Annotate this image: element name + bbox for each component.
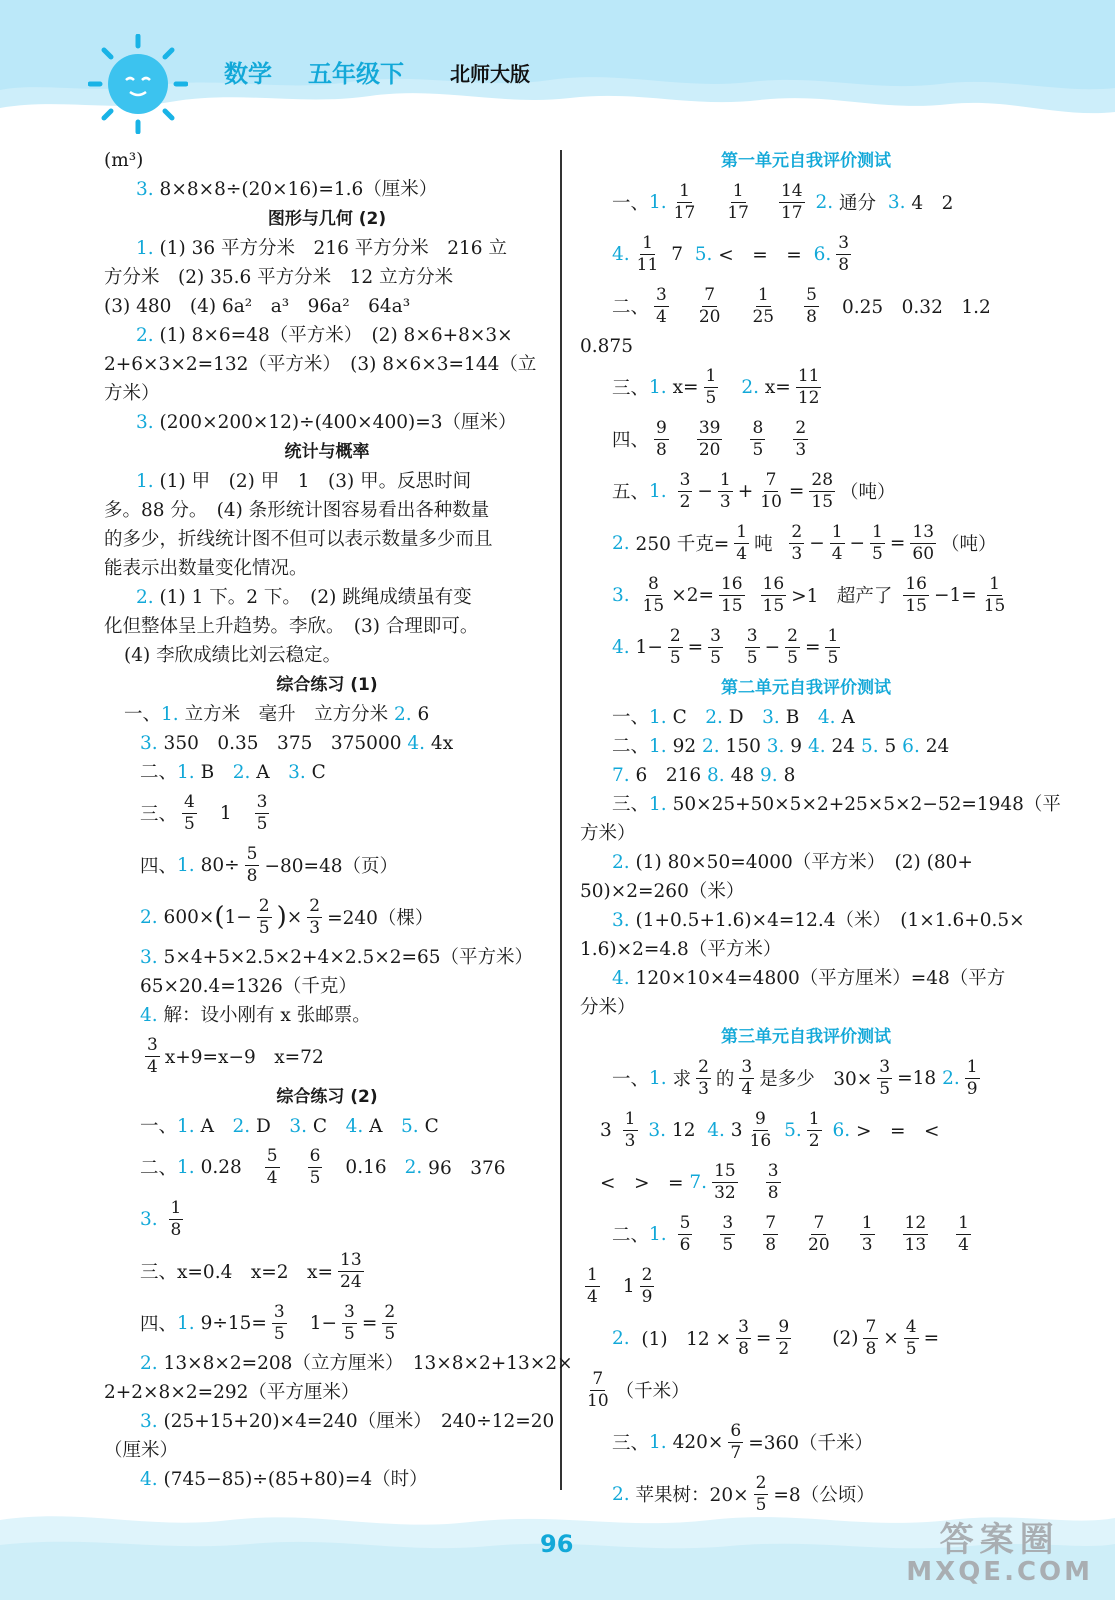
fraction: $\frac{11}{12}$ [797,365,820,408]
fraction: $\frac{1}{5}$ [827,625,839,668]
fraction: $\frac{7}{8}$ [865,1316,877,1359]
fraction: $\frac{1}{17}$ [673,180,696,223]
answer-line: 四、 1. 80÷ $\frac{5}{8}$ −80=48（页） [140,843,399,886]
answer-line: 化但整体呈上升趋势。李欣。 (3) 合理即可。 [104,616,479,637]
answer-line: 一、1. 立方米 毫升 立方分米 2. 6 [124,704,430,725]
answer-line: 1.6)×2=4.8（平方米） [580,939,782,960]
answer-line: 二、 $\frac{3}{4}$ $\frac{7}{20}$ $\frac{1}{25}$ $\frac{5}{8}$ 0.25 0.32 1.2 [612,284,991,327]
answer-line: 3 $\frac{1}{3}$ 3. 12 4. 3 $\frac{9}{16}$ 5. $\frac{1}{2}$ 6. > = < [600,1108,940,1151]
answer-line: 3. 350 0.35 375 375000 4. 4x [140,733,454,754]
fraction: $\frac{7}{10}$ [587,1368,609,1411]
fraction: $\frac{2}{3}$ [791,521,803,564]
answer-line: $\frac{1}{4}$ 1 $\frac{2}{9}$ [587,1264,653,1307]
left-column [104,146,573,1494]
section-title: 统计与概率 [284,442,370,462]
answer-line: 方米） [104,383,160,404]
watermark-bottom: MXQE.COM [906,1557,1093,1587]
fraction: $\frac{8}{5}$ [752,417,764,460]
fraction: $\frac{5}{8}$ [806,284,817,327]
answer-line: 3. $\frac{1}{8}$ [140,1197,182,1240]
answer-line: 多。88 分。 (4) 条形统计图容易看出各种数量 [104,500,490,521]
fraction: $\frac{3}{8}$ [838,232,850,275]
answer-line: 二、1. B 2. A 3. C [140,762,326,783]
fraction: $\frac{2}{3}$ [795,417,807,460]
answer-line: 4. 1− $\frac{2}{5}$ = $\frac{3}{5}$ $\frac{3}{5}$ − $\frac{2}{5}$ = $\frac{1}{5}$ [612,625,839,668]
answer-line: $\frac{7}{10}$ （千米） [587,1368,690,1411]
fraction: $\frac{3}{8}$ [738,1316,749,1359]
answer-line: 65×20.4=1326（千克） [140,976,357,997]
fraction: $\frac{1}{5}$ [872,521,883,564]
answer-line: 3. 8×8×8÷(20×16)=1.6（厘米） [136,179,438,200]
fraction: $\frac{7}{20}$ [808,1212,830,1255]
column-divider [560,150,562,1490]
fraction: $\frac{1}{4}$ [831,521,843,564]
header-subject: 数学 [224,60,272,88]
answer-line: 1. (1) 36 平方分米 216 平方分米 216 立 [136,238,507,259]
fraction: $\frac{2}{9}$ [641,1264,653,1307]
fraction: $\frac{5}{4}$ [266,1145,278,1188]
fraction: $\frac{2}{5}$ [755,1472,767,1515]
header-grade: 五年级下 [308,60,404,88]
fraction: $\frac{1}{3}$ [861,1212,873,1255]
fraction: $\frac{3}{5}$ [722,1212,734,1255]
fraction: $\frac{1}{15}$ [983,573,1006,616]
answer-line: 3. 5×4+5×2.5×2+4×2.5×2=65（平方米） [140,947,534,968]
answer-line: 二、1. 92 2. 150 3. 9 4. 24 5. 5 6. 24 [612,736,950,757]
answer-line: （厘米） [104,1440,179,1461]
answer-line: 2. (1) 1 下。2 下。 (2) 跳绳成绩虽有变 [136,587,472,608]
answer-line: 二、 1. 0.28 $\frac{5}{4}$ $\frac{6}{5}$ 0.16 2. 96 376 [140,1145,506,1188]
fraction: $\frac{1}{2}$ [808,1108,820,1151]
fraction: $\frac{3}{2}$ [679,469,691,512]
fraction: $\frac{7}{20}$ [698,284,721,327]
answer-line: 五、 1. $\frac{3}{2}$ − $\frac{1}{3}$ + $\frac{7}{10}$ = $\frac{28}{15}$ （吨） [612,469,896,512]
answer-line: 一、 1. $\frac{1}{17}$ $\frac{1}{17}$ $\frac{14}{17}$ 2. 通分 3. 4 2 [612,180,954,223]
answer-line: 2. (1) 12 × $\frac{3}{8}$ = $\frac{9}{2}$ (2) $\frac{7}{8}$ × $\frac{4}{5}$ = [612,1316,940,1359]
fraction: $\frac{1}{9}$ [966,1056,978,1099]
fraction: $\frac{14}{17}$ [780,180,803,223]
header-edition: 北师大版 [450,62,530,86]
fraction: $\frac{2}{5}$ [258,895,270,938]
fraction: $\frac{13}{24}$ [340,1249,362,1292]
answer-line: 能表示出数量变化情况。 [104,558,308,579]
fraction: $\frac{3}{4}$ [656,284,667,327]
answer-line: 三、x=0.4 x=2 x= $\frac{13}{24}$ [140,1249,362,1292]
answer-line: 50)×2=260（米） [580,881,745,902]
sun-icon [88,34,188,134]
answer-line: 2. (1) 8×6=48（平方米） (2) 8×6+8×3× [136,325,513,346]
fraction: $\frac{1}{11}$ [636,232,659,275]
answer-line: $\frac{3}{4}$ x+9=x−9 x=72 [147,1034,324,1077]
fraction: $\frac{1}{3}$ [719,469,731,512]
fraction: $\frac{1}{8}$ [170,1197,182,1240]
section-title: 第二单元自我评价测试 [721,678,891,698]
fraction: $\frac{4}{5}$ [905,1316,917,1359]
fraction: $\frac{5}{8}$ [246,843,258,886]
answer-line: 四、 1. 9÷15= $\frac{3}{5}$ 1− $\frac{3}{5}$ = $\frac{2}{5}$ [140,1301,396,1344]
answer-line: 二、 1. $\frac{5}{6}$ $\frac{3}{5}$ $\frac{7}{8}$ $\frac{7}{20}$ $\frac{1}{3}$ $\frac{12}{13}$ $\frac{1}{4}$ [612,1212,969,1255]
fraction: $\frac{13}{60}$ [912,521,935,564]
fraction: $\frac{3}{5}$ [879,1056,891,1099]
fraction: $\frac{1}{4}$ [736,521,748,564]
fraction: $\frac{9}{16}$ [749,1108,772,1151]
fraction: $\frac{9}{2}$ [778,1316,790,1359]
fraction: $\frac{2}{5}$ [384,1301,396,1344]
answer-line: 2+6×3×2=132（平方米） (3) 8×6×3=144（立 [104,354,537,375]
fraction: $\frac{3}{5}$ [273,1301,285,1344]
fraction: $\frac{7}{8}$ [765,1212,777,1255]
fraction: $\frac{6}{5}$ [309,1145,321,1188]
section-title: 第一单元自我评价测试 [721,151,891,171]
section-title: 图形与几何 (2) [267,209,387,229]
fraction: $\frac{1}{4}$ [958,1212,969,1255]
fraction: $\frac{16}{15}$ [905,573,927,616]
answer-line: 方分米 (2) 35.6 平方分米 12 立方分米 [104,267,454,288]
answer-line: (m³) [104,150,144,171]
fraction: $\frac{2}{3}$ [698,1056,709,1099]
answer-line: 3. $\frac{8}{15}$ ×2= $\frac{16}{15}$ $\frac{16}{15}$ >1 超产了 $\frac{16}{15}$ −1= $\frac{1}{15}$ [612,573,1006,616]
answer-line: 2. 250 千克= $\frac{1}{4}$ 吨 $\frac{2}{3}$ − $\frac{1}{4}$ − $\frac{1}{5}$ = $\frac{13}{60}$ （吨） [612,521,997,564]
fraction: $\frac{7}{10}$ [760,469,782,512]
answer-line: 的多少，折线统计图不但可以表示数量多少而且 [104,529,493,550]
answer-line: 2. 13×8×2=208（立方厘米） 13×8×2+13×2× [140,1353,573,1374]
watermark-top: 答案圈 [939,1520,1060,1560]
fraction: $\frac{3}{5}$ [710,625,721,668]
fraction: $\frac{39}{20}$ [698,417,721,460]
page-number: 96 [540,1530,574,1558]
fraction: $\frac{1}{5}$ [705,365,717,408]
answer-line: 方米） [580,823,636,844]
fraction: $\frac{1}{4}$ [587,1264,598,1307]
section-title: 综合练习 (2) [276,1087,378,1107]
answer-line: 4. 解：设小刚有 x 张邮票。 [140,1005,371,1026]
answer-line: 4. (745−85)÷(85+80)=4（时） [140,1469,428,1490]
answer-line: 四、 $\frac{9}{8}$ $\frac{39}{20}$ $\frac{8}{5}$ $\frac{2}{3}$ [612,417,807,460]
answer-line: 三、 1. x= $\frac{1}{5}$ 2. x= $\frac{11}{12}$ [612,365,820,408]
fraction: $\frac{1}{25}$ [752,284,775,327]
answer-line: < > = 7. $\frac{15}{32}$ $\frac{3}{8}$ [600,1160,779,1203]
fraction: $\frac{5}{6}$ [679,1212,691,1255]
answer-line: 7. 6 216 8. 48 9. 8 [612,765,796,786]
fraction: $\frac{4}{5}$ [184,791,195,834]
watermark [906,1512,1093,1587]
section-title: 综合练习 (1) [276,675,378,695]
fraction: $\frac{2}{3}$ [309,895,321,938]
fraction: $\frac{3}{4}$ [741,1056,753,1099]
right-column [580,146,1061,1520]
fraction: $\frac{6}{7}$ [730,1420,742,1463]
answer-line: 2. 600× ( 1− $\frac{2}{5}$ ) × $\frac{2}{3}$ =240（棵） [140,895,434,938]
answer-line: 0.875 [580,336,633,357]
answer-line: 2. (1) 80×50=4000（平方米） (2) (80+ [612,852,973,873]
answer-line: 一、1. C 2. D 3. B 4. A [612,707,855,728]
answer-line: 一、1. A 2. D 3. C 4. A 5. C [140,1116,439,1137]
answer-line: 三、 $\frac{4}{5}$ 1 $\frac{3}{5}$ [140,791,268,834]
fraction: $\frac{3}{8}$ [767,1160,779,1203]
answer-line: 1. (1) 甲 (2) 甲 1 (3) 甲。反思时间 [136,471,472,492]
answer-line: 2+2×8×2=292（平方厘米） [104,1382,360,1403]
answer-line: 4. $\frac{1}{11}$ 7 5. < = = 6. $\frac{3}{8}$ [612,232,850,275]
fraction: $\frac{8}{15}$ [642,573,665,616]
answer-line: 三、1. 50×25+50×5×2+25×5×2−52=1948（平 [612,794,1061,815]
fraction: $\frac{3}{5}$ [746,625,758,668]
fraction: $\frac{28}{15}$ [811,469,834,512]
fraction: $\frac{16}{15}$ [720,573,743,616]
answer-line: 一、 1. 求 $\frac{2}{3}$ 的 $\frac{3}{4}$ 是多少 30× $\frac{3}{5}$ =18 2. $\frac{1}{9}$ [612,1056,978,1099]
fraction: $\frac{1}{17}$ [727,180,749,223]
answer-line: 三、 1. 420× $\frac{6}{7}$ =360（千米） [612,1420,874,1463]
answer-line: (3) 480 (4) 6a² a³ 96a² 64a³ [104,296,411,317]
answer-line: 4. 120×10×4=4800（平方厘米）=48（平方 [612,968,1006,989]
fraction: $\frac{1}{3}$ [624,1108,636,1151]
answer-line: (4) 李欣成绩比刘云稳定。 [124,645,342,666]
fraction: $\frac{2}{5}$ [787,625,798,668]
fraction: $\frac{2}{5}$ [669,625,681,668]
answer-line: 3. (1+0.5+1.6)×4=12.4（米） (1×1.6+0.5× [612,910,1025,931]
fraction: $\frac{3}{5}$ [344,1301,355,1344]
fraction: $\frac{12}{13}$ [904,1212,927,1255]
answer-line: 3. (25+15+20)×4=240（厘米） 240÷12=20 [140,1411,555,1432]
fraction: $\frac{15}{32}$ [714,1160,736,1203]
fraction: $\frac{16}{15}$ [762,573,785,616]
answer-line: 分米） [580,997,636,1018]
fraction: $\frac{9}{8}$ [656,417,667,460]
fraction: $\frac{3}{4}$ [147,1034,158,1077]
answer-line: 2. 苹果树：20× $\frac{2}{5}$ =8（公顷） [612,1472,875,1515]
fraction: $\frac{3}{5}$ [256,791,268,834]
answer-line: 3. (200×200×12)÷(400×400)=3（厘米） [136,412,517,433]
section-title: 第三单元自我评价测试 [721,1027,891,1047]
